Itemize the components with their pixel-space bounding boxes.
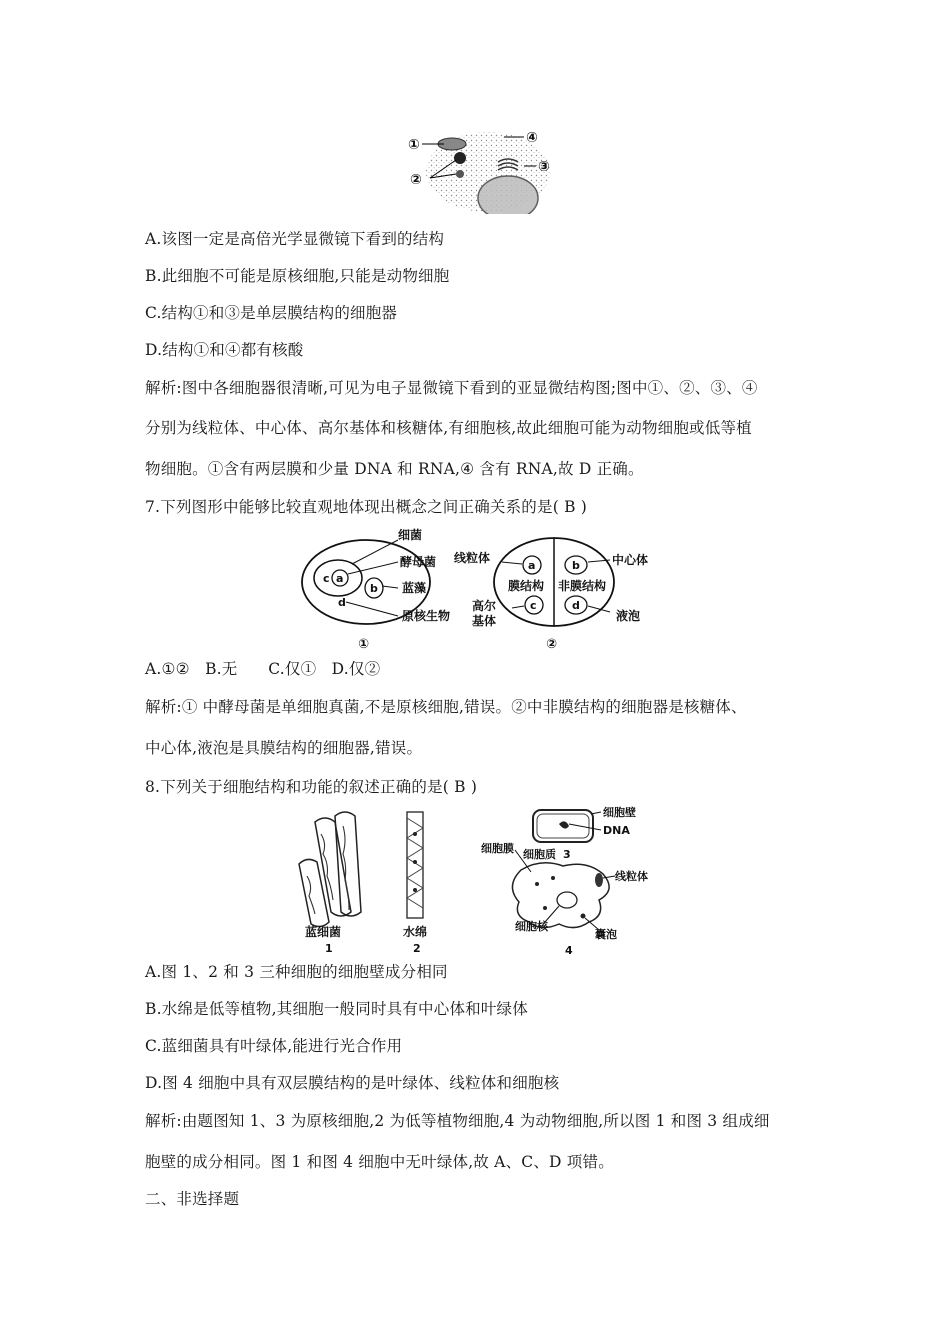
label-golgi-2: 基体 [472,614,497,628]
animal-cell-drawing [512,863,609,928]
fig1-name: 蓝细菌 [305,925,342,939]
label-membrane: 膜结构 [508,579,545,593]
concept-diagram-2 [450,526,660,652]
fig3-membrane: 细胞膜 [481,842,514,855]
fig4-mitochondria: 线粒体 [615,870,648,883]
q8-option-d: D.图 4 细胞中具有双层膜结构的是叶绿体、线粒体和细胞核 [145,1074,560,1092]
q6-analysis-3: 物细胞。①含有两层膜和少量 DNA 和 RNA,④ 含有 RNA,故 D 正确。 [145,460,644,478]
letter-b: b [370,582,378,595]
centriole [454,152,466,164]
fig4-nucleus: 细胞核 [515,920,548,933]
label-golgi-1: 高尔 [472,599,497,613]
q6-option-a: A.该图一定是高倍光学显微镜下看到的结构 [145,230,445,248]
q8-analysis-1: 解析:由题图知 1、3 为原核细胞,2 为低等植物细胞,4 为动物细胞,所以图 1 和图 3 组成细 [145,1112,770,1130]
label-mitochondria: 线粒体 [454,551,491,565]
label-vacuole: 液泡 [616,609,641,623]
letter-d: d [338,596,346,609]
q8-option-b: B.水绵是低等植物,其细胞一般同时具有中心体和叶绿体 [145,1000,528,1018]
letter-c: c [530,599,537,612]
label-cyanobacteria: 蓝藻 [402,581,427,595]
q7-analysis-1: 解析:① 中酵母菌是单细胞真菌,不是原核细胞,错误。②中非膜结构的细胞器是核糖体、 [145,698,747,716]
letter-a: a [528,559,536,572]
q6-option-b: B.此细胞不可能是原核细胞,只能是动物细胞 [145,267,450,285]
label-1: ① [408,137,420,153]
label-yeast: 酵母菌 [400,555,437,569]
fig4-num: 4 [565,944,573,957]
label-nonmembrane: 非膜结构 [558,579,607,593]
fig2-num: 2 [413,942,421,955]
letter-b: b [572,559,580,572]
q8-analysis-2: 胞壁的成分相同。图 1 和图 4 细胞中无叶绿体,故 A、C、D 项错。 [145,1153,614,1171]
label-bacteria: 细菌 [398,528,423,542]
q6-analysis-1: 解析:图中各细胞器很清晰,可见为电子显微镜下看到的亚显微结构图;图中①、②、③、④ [145,379,758,397]
q8-stem: 8.下列关于细胞结构和功能的叙述正确的是( B ) [145,778,478,796]
q6-option-c: C.结构①和③是单层膜结构的细胞器 [145,304,398,322]
cell-micrograph-figure [400,124,560,214]
section-title: 二、非选择题 [145,1190,240,1208]
label-2: ② [410,172,422,188]
q6-analysis-2: 分别为线粒体、中心体、高尔基体和核糖体,有细胞核,故此细胞可能为动物细胞或低等植 [145,419,752,437]
letter-c: c [323,572,330,585]
fig3-cytoplasm: 细胞质 [523,848,556,861]
letter-a: a [336,572,344,585]
q8-option-c: C.蓝细菌具有叶绿体,能进行光合作用 [145,1037,403,1055]
letter-d: d [572,599,580,612]
spirogyra-drawing [407,812,423,918]
label-prokaryote: 原核生物 [402,609,451,623]
q8-option-a: A.图 1、2 和 3 三种细胞的细胞壁成分相同 [145,963,448,981]
caption-2: ② [546,637,558,652]
nucleus [478,176,538,214]
fig2-name: 水绵 [403,925,428,939]
fig1-num: 1 [325,942,333,955]
bacterium-drawing [533,810,593,842]
q7-analysis-2: 中心体,液泡是具膜结构的细胞器,错误。 [145,739,423,757]
label-4: ④ [526,130,538,146]
cell-figures [295,804,665,958]
caption-1: ① [358,637,370,652]
q6-option-d: D.结构①和④都有核酸 [145,341,304,359]
label-3: ③ [538,159,550,175]
fig3-num: 3 [563,848,571,861]
fig3-dna: DNA [603,824,630,837]
fig3-wall: 细胞壁 [603,806,636,819]
q7-options: A.①② B.无 C.仅① D.仅② [145,660,381,678]
fig4-vesicle: 囊泡 [595,928,617,941]
q7-stem: 7.下列图形中能够比较直观地体现出概念之间正确关系的是( B ) [145,498,588,516]
cyanobacteria-drawing [299,812,361,927]
label-centrosome: 中心体 [612,553,649,567]
